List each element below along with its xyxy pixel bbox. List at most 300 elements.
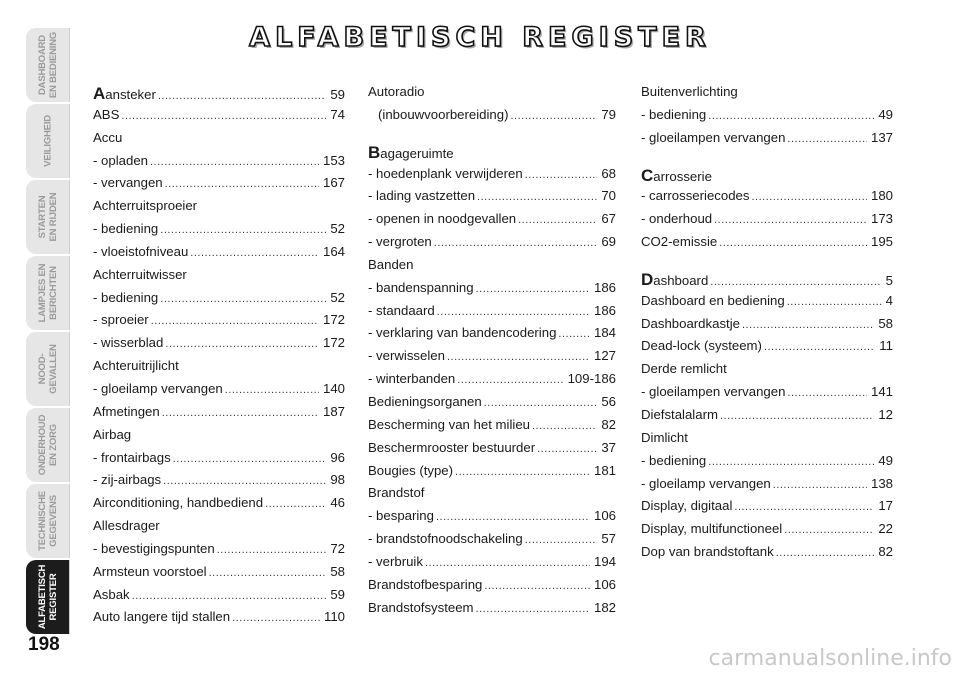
entry-page-number: 12 [878, 406, 893, 422]
entry-page-number: 173 [870, 211, 893, 227]
dot-leader [476, 600, 590, 615]
dot-leader [484, 394, 598, 409]
dot-leader [484, 577, 590, 592]
entry-label: - carrosseriecodes [641, 188, 750, 204]
index-entry [641, 430, 893, 453]
index-entry [93, 381, 345, 404]
entry-page-number: 46 [330, 495, 345, 511]
dot-leader [787, 384, 867, 399]
dot-leader [787, 293, 882, 308]
index-entry-text [641, 521, 782, 536]
entry-label: - zij-airbags [93, 472, 162, 488]
index-entry-text [93, 244, 188, 259]
index-entry [368, 508, 616, 531]
entry-label: - openen in noodgevallen [368, 211, 517, 227]
dot-leader [160, 290, 326, 305]
index-entry [641, 498, 893, 521]
entry-page-number: 70 [601, 188, 616, 204]
index-entry-text [368, 417, 530, 432]
entry-label: Buitenverlichting [641, 84, 738, 99]
entry-page-number: 59 [330, 87, 345, 102]
entry-page-number: 82 [878, 544, 893, 560]
index-entry-text [93, 107, 119, 122]
entry-page-number: 109-186 [567, 371, 616, 387]
index-entry-text [93, 427, 131, 442]
index-entry-text [93, 587, 130, 602]
entry-page-number: 186 [593, 279, 616, 295]
entry-page-number: 96 [330, 449, 345, 465]
index-entry-text [368, 211, 516, 226]
entry-page-number: 164 [322, 243, 345, 259]
dot-leader [150, 153, 319, 168]
page-title: ALFABETISCH REGISTER [249, 22, 711, 53]
dot-leader [787, 130, 867, 145]
index-entry-text [368, 234, 432, 249]
index-entry-text [641, 544, 774, 559]
section-initial: A [93, 84, 106, 103]
entry-label: Achterruitwisser [93, 266, 187, 282]
entry-label: Bedieningsorganen [368, 393, 482, 409]
index-entry-text [641, 338, 762, 353]
dot-leader [162, 404, 319, 419]
dot-leader [525, 166, 598, 181]
index-entry [93, 198, 345, 221]
index-entry-text [368, 485, 424, 500]
index-entry-text [93, 518, 160, 533]
entry-label: - onderhoud [641, 211, 713, 227]
chapter-tab-label: VEILIGHEID [42, 115, 53, 167]
chapter-tab-label: ALFABETISCH REGISTER [36, 564, 59, 630]
index-entry [93, 587, 345, 610]
entry-label: Auto langere tijd stallen [93, 609, 231, 625]
index-entry-text [368, 394, 482, 409]
dot-leader [532, 417, 597, 432]
index-entry [368, 554, 616, 577]
index-entry [641, 544, 893, 567]
chapter-tab-4[interactable] [26, 256, 70, 330]
index-entry-text [368, 257, 413, 272]
index-entry [93, 221, 345, 244]
entry-page-number: 67 [601, 211, 616, 227]
index-entry-text [93, 495, 263, 510]
entry-label: (inbouwvoorbereiding) [378, 106, 509, 122]
entry-label: ABS [93, 106, 120, 122]
page-number: 198 [28, 634, 60, 655]
index-entry-text [368, 348, 445, 363]
index-entry [368, 600, 616, 623]
entry-page-number: 69 [601, 234, 616, 250]
index-entry-text [641, 407, 718, 422]
dot-leader [710, 273, 881, 288]
dot-leader [764, 338, 875, 353]
entry-page-number: 153 [322, 152, 345, 168]
entry-label: Airconditioning, handbediend [93, 495, 264, 511]
entry-page-number: 72 [330, 540, 345, 556]
dot-leader [434, 234, 598, 249]
index-entry-text [641, 107, 706, 122]
chapter-tab-5[interactable] [26, 332, 70, 406]
dot-leader [163, 472, 326, 487]
entry-label: Airbag [93, 426, 132, 442]
entry-label: - vloeistofniveau [93, 243, 189, 259]
index-column-2 [368, 84, 616, 622]
entry-page-number: 195 [870, 234, 893, 250]
index-entry-text [93, 198, 197, 213]
section-gap [641, 257, 893, 270]
chapter-tab-label: DASHBOARD EN BEDIENING [36, 31, 59, 99]
entry-page-number: 141 [870, 384, 893, 400]
index-entry-text [368, 325, 556, 340]
entry-page-number: 68 [601, 165, 616, 181]
chapter-tab-label: LAMPJES EN BERICHTEN [36, 263, 59, 323]
entry-label: - brandstofnoodschakeling [368, 531, 523, 547]
entry-label: - besparing [368, 508, 434, 524]
dot-leader [734, 498, 874, 513]
dot-leader [558, 325, 590, 340]
dot-leader [477, 188, 597, 203]
entry-label: - vergroten [368, 234, 432, 250]
entry-label: - gloeilampen vervangen [641, 384, 786, 400]
index-entry-text [641, 130, 785, 145]
index-entry [641, 293, 893, 316]
entry-page-number: 106 [593, 576, 616, 592]
entry-page-number: 82 [601, 416, 616, 432]
entry-label: - bevestigingspunten [93, 540, 215, 556]
entry-page-number: 181 [593, 462, 616, 478]
entry-label: - sproeier [93, 312, 149, 328]
index-entry-text [93, 175, 163, 190]
entry-page-number: 167 [322, 175, 345, 191]
dot-leader [232, 609, 320, 624]
entry-label: Allesdrager [93, 518, 160, 534]
index-entry [93, 450, 345, 473]
entry-page-number: 49 [878, 106, 893, 122]
entry-page-number: 138 [870, 475, 893, 491]
index-entry [93, 290, 345, 313]
index-entry [93, 84, 345, 107]
dot-leader [121, 107, 326, 122]
entry-page-number: 140 [322, 380, 345, 396]
index-entry [368, 257, 616, 280]
dot-leader [510, 107, 597, 122]
entry-label: Dead-lock (systeem) [641, 338, 762, 354]
index-entry [641, 211, 893, 234]
index-entry-text [93, 381, 223, 396]
entry-page-number: 110 [323, 609, 345, 625]
entry-page-number: 172 [322, 335, 345, 351]
index-column-3 [641, 84, 893, 567]
index-entry [93, 541, 345, 564]
index-entry-text [93, 130, 122, 145]
dot-leader [476, 280, 590, 295]
index-entry-text [368, 143, 454, 163]
entry-label: Dashboard en bediening [641, 292, 785, 308]
index-entry [368, 394, 616, 417]
dot-leader [708, 453, 874, 468]
index-entry [93, 518, 345, 541]
chapter-tab-8[interactable] [26, 560, 70, 634]
entry-label: Banden [368, 256, 414, 272]
entry-label: Autoradio [368, 84, 425, 99]
index-entry-text [93, 335, 163, 350]
index-entry [368, 577, 616, 600]
dot-leader [173, 450, 327, 465]
index-entry-text [641, 270, 708, 290]
index-entry-text [641, 293, 785, 308]
index-entry [93, 609, 345, 632]
index-entry [368, 485, 616, 508]
index-entry [93, 404, 345, 427]
index-entry [93, 175, 345, 198]
entry-label: Dashboardkastje [641, 315, 740, 331]
index-entry-text [368, 508, 434, 523]
dot-leader [455, 463, 590, 478]
entry-label: Beschermrooster bestuurder [368, 439, 536, 455]
dot-leader [776, 544, 875, 559]
index-entry [368, 531, 616, 554]
dot-leader [265, 495, 326, 510]
index-entry [93, 267, 345, 290]
chapter-tab-2[interactable] [26, 104, 70, 178]
entry-label: - bediening [93, 221, 159, 237]
dot-leader [773, 476, 867, 491]
index-entry-text [368, 531, 523, 546]
entry-label: - lading vastzetten [368, 188, 476, 204]
chapter-tab-label: STARTEN EN RIJDEN [36, 192, 59, 242]
index-entry [368, 107, 616, 130]
index-entry [641, 130, 893, 153]
index-entry-text [93, 450, 171, 465]
index-entry [368, 417, 616, 440]
entry-page-number: 52 [330, 221, 345, 237]
section-gap [641, 153, 893, 166]
index-entry [641, 270, 893, 293]
entry-label: - winterbanden [368, 371, 456, 387]
index-entry-text [93, 153, 148, 168]
entry-label: Achteruitrijlicht [93, 358, 179, 374]
index-entry [641, 476, 893, 499]
index-entry-text [368, 84, 424, 99]
index-entry [93, 427, 345, 450]
dot-leader [165, 175, 319, 190]
index-entry [93, 312, 345, 335]
dot-leader [225, 381, 319, 396]
dot-leader [160, 221, 326, 236]
entry-page-number: 59 [330, 586, 345, 602]
index-entry-text [93, 221, 158, 236]
entry-label: Brandstof [368, 485, 425, 501]
index-entry [641, 234, 893, 257]
index-entry-text [368, 440, 535, 455]
index-entry-text [368, 463, 453, 478]
index-entry [368, 440, 616, 463]
index-entry-text [641, 234, 717, 249]
index-entry [641, 338, 893, 361]
index-entry [93, 472, 345, 495]
entry-label: agageruimte [380, 145, 454, 161]
dot-leader [457, 371, 563, 386]
index-entry [641, 521, 893, 544]
entry-label: ashboard [653, 272, 709, 288]
chapter-tab-label: ONDERHOUD EN ZORG [36, 414, 59, 476]
entry-page-number: 37 [601, 439, 616, 455]
entry-page-number: 11 [879, 338, 893, 354]
entry-page-number: 187 [322, 403, 345, 419]
dot-leader [447, 348, 590, 363]
entry-page-number: 57 [601, 531, 616, 547]
entry-label: arrosserie [653, 168, 712, 184]
entry-label: - hoedenplank verwijderen [368, 165, 523, 181]
entry-page-number: 182 [593, 599, 616, 615]
dot-leader [720, 407, 874, 422]
section-gap [368, 130, 616, 143]
index-entry [93, 244, 345, 267]
entry-label: ansteker [105, 87, 156, 102]
index-entry [368, 303, 616, 326]
index-entry [641, 107, 893, 130]
entry-page-number: 194 [593, 553, 616, 569]
index-entry-text [368, 280, 474, 295]
entry-page-number: 56 [601, 393, 616, 409]
index-entry-text [641, 166, 712, 186]
index-entry-text [93, 564, 207, 579]
entry-label: Brandstofbesparing [368, 576, 483, 592]
index-entry-text [641, 384, 785, 399]
dot-leader [425, 554, 590, 569]
entry-page-number: 127 [593, 348, 616, 364]
index-entry-text [641, 430, 688, 445]
chapter-tab-6[interactable] [26, 408, 70, 482]
index-entry-text [641, 316, 740, 331]
dot-leader [437, 303, 590, 318]
entry-label: Achterruitsproeier [93, 198, 198, 214]
index-entry [368, 211, 616, 234]
section-initial: C [641, 165, 654, 185]
index-entry [93, 153, 345, 176]
index-entry-text [93, 404, 160, 419]
entry-label: - bandenspanning [368, 279, 474, 295]
footer-watermark: carmanualsonline.info [708, 646, 952, 671]
entry-page-number: 4 [885, 292, 893, 308]
dot-leader [209, 564, 327, 579]
section-initial: B [368, 142, 381, 162]
entry-page-number: 22 [878, 521, 893, 537]
index-entry [641, 407, 893, 430]
entry-page-number: 106 [593, 508, 616, 524]
index-entry-text [93, 609, 230, 624]
entry-label: Display, digitaal [641, 498, 733, 514]
dot-leader [742, 316, 874, 331]
index-column-1 [93, 84, 345, 632]
index-entry [93, 107, 345, 130]
index-entry [93, 130, 345, 153]
entry-page-number: 52 [330, 289, 345, 305]
index-entry [368, 166, 616, 189]
index-entry-text [93, 267, 187, 282]
dot-leader [190, 244, 319, 259]
entry-label: Display, multifunctioneel [641, 521, 783, 537]
entry-page-number: 98 [330, 472, 345, 488]
dot-leader [158, 87, 326, 102]
entry-page-number: 5 [885, 272, 893, 288]
index-entry [93, 495, 345, 518]
index-entry [368, 188, 616, 211]
index-entry [368, 348, 616, 371]
index-entry [93, 564, 345, 587]
entry-page-number: 184 [593, 325, 616, 341]
index-entry [368, 234, 616, 257]
entry-page-number: 180 [870, 188, 893, 204]
dot-leader [714, 211, 867, 226]
section-initial: D [641, 269, 654, 289]
entry-label: - wisserblad [93, 335, 164, 351]
dot-leader [165, 335, 319, 350]
index-entry-text [641, 361, 727, 376]
entry-label: Dop van brandstoftank [641, 544, 774, 560]
entry-label: - gloeilampen vervangen [641, 129, 786, 145]
index-entry-text [93, 541, 215, 556]
entry-label: - vervangen [93, 175, 163, 191]
index-entry-text [368, 554, 423, 569]
index-entry-text [641, 188, 749, 203]
entry-label: Brandstofsysteem [368, 599, 474, 615]
index-entry-text [93, 312, 149, 327]
chapter-tab-7[interactable] [26, 484, 70, 558]
dot-leader [436, 508, 590, 523]
entry-label: Derde remlicht [641, 361, 727, 377]
index-entry [368, 371, 616, 394]
entry-label: Afmetingen [93, 403, 160, 419]
index-entry-text [368, 166, 523, 181]
entry-label: - bediening [641, 452, 707, 468]
entry-label: Bescherming van het milieu [368, 416, 530, 432]
dot-leader [132, 587, 327, 602]
index-entry-text [641, 498, 732, 513]
entry-label: - verbruik [368, 553, 423, 569]
index-entry [641, 453, 893, 476]
dot-leader [217, 541, 327, 556]
entry-label: - frontairbags [93, 449, 171, 465]
index-entry-text [368, 600, 474, 615]
index-entry [368, 325, 616, 348]
index-entry [93, 335, 345, 358]
index-entry [641, 166, 893, 189]
entry-page-number: 137 [870, 129, 893, 145]
index-entry [368, 84, 616, 107]
entry-label: - gloeilamp vervangen [641, 475, 771, 491]
entry-label: - bediening [93, 289, 159, 305]
index-entry [368, 280, 616, 303]
index-entry [93, 358, 345, 381]
entry-label: - gloeilamp vervangen [93, 380, 223, 396]
index-entry [641, 84, 893, 107]
dot-leader [525, 531, 598, 546]
index-entry-text [93, 358, 179, 373]
index-entry-text [93, 290, 158, 305]
chapter-tab-3[interactable] [26, 180, 70, 254]
entry-page-number: 172 [322, 312, 345, 328]
index-entry-text [368, 303, 435, 318]
entry-page-number: 58 [878, 315, 893, 331]
index-entry-text [93, 84, 156, 104]
index-entry [641, 384, 893, 407]
entry-label: CO2-emissie [641, 234, 718, 250]
index-entry [368, 143, 616, 166]
index-entry-text [641, 476, 771, 491]
entry-label: - bediening [641, 106, 707, 122]
index-entry [641, 361, 893, 384]
dot-leader [784, 521, 874, 536]
